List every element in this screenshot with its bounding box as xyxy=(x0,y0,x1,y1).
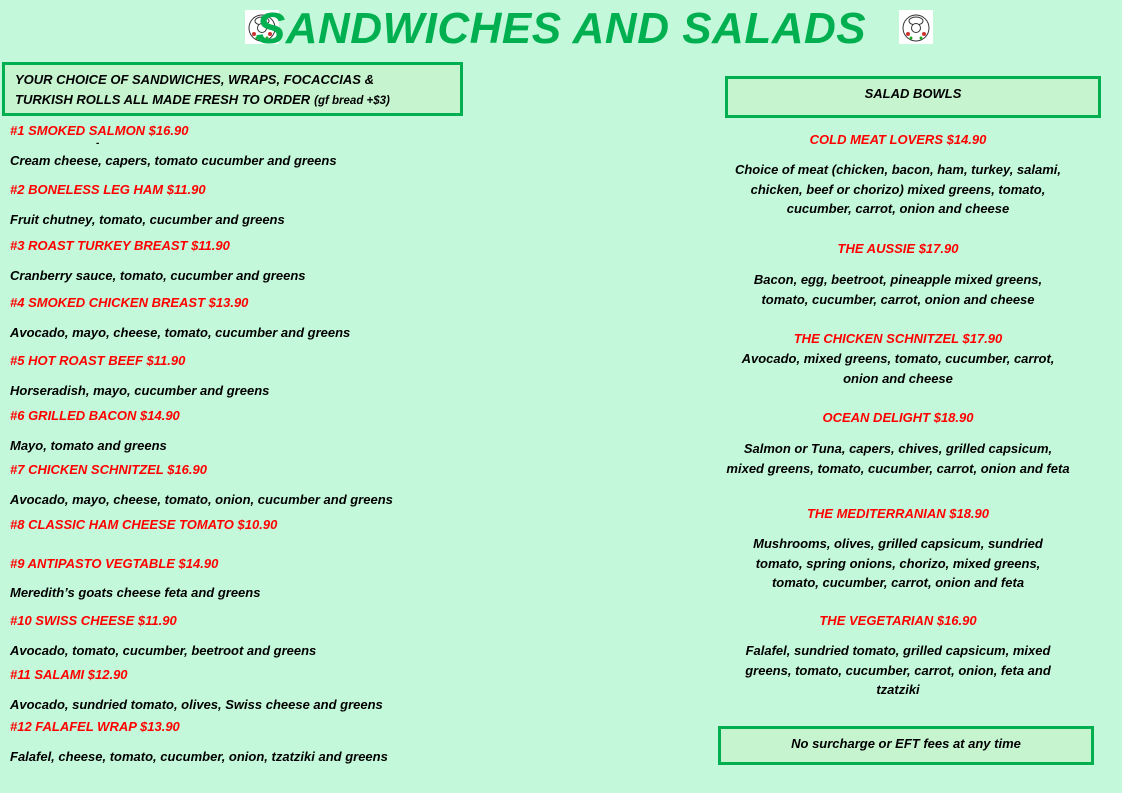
page-title: SANDWICHES AND SALADS xyxy=(255,4,867,53)
sandwich-7-title: #7 CHICKEN SCHNITZEL $16.90 xyxy=(10,462,207,477)
salad-2-title: THE AUSSIE $17.90 xyxy=(837,241,959,256)
sandwich-3-title: #3 ROAST TURKEY BREAST $11.90 xyxy=(10,238,230,253)
salad-5-title: THE MEDITERRANIAN $18.90 xyxy=(806,506,990,521)
sandwich-9-title: #9 ANTIPASTO VEGTABLE $14.90 xyxy=(10,556,219,571)
footer-note: No surcharge or EFT fees at any time xyxy=(791,736,1021,751)
salad-6-title: THE VEGETARIAN $16.90 xyxy=(819,613,977,628)
sandwich-11-title: #11 SALAMI $12.90 xyxy=(10,667,128,682)
salad-6-desc: Falafel, sundried tomato, grilled capsicum, mixed greens, tomato, cucumber, carrot, onion, feta and tzatziki xyxy=(745,643,1051,697)
sandwich-1-title: #1 SMOKED SALMON $16.90 xyxy=(10,123,189,138)
sandwich-2-desc: Fruit chutney, tomato, cucumber and greens xyxy=(10,212,285,227)
sandwich-4-title: #4 SMOKED CHICKEN BREAST $13.90 xyxy=(10,295,249,310)
salad-bowls-header: SALAD BOWLS xyxy=(864,86,962,101)
gf-bread-note: (gf bread +$3) xyxy=(314,95,390,107)
stray-dash: - xyxy=(96,138,100,149)
salad-3-title: THE CHICKEN SCHNITZEL $17.90 xyxy=(793,331,1003,346)
sandwich-8-title: #8 CLASSIC HAM CHEESE TOMATO $10.90 xyxy=(10,517,278,532)
footer-note-box xyxy=(718,726,1094,765)
logo-right xyxy=(899,10,933,44)
sandwich-12-desc: Falafel, cheese, tomato, cucumber, onion, tzatziki and greens xyxy=(10,749,388,764)
sandwich-1-desc: Cream cheese, capers, tomato cucumber and greens xyxy=(10,153,337,168)
sandwich-4-desc: Avocado, mayo, cheese, tomato, cucumber and greens xyxy=(10,325,351,340)
intro-line-1: YOUR CHOICE OF SANDWICHES, WRAPS, FOCACCIAS & xyxy=(15,72,374,87)
salad-bowls-header-box xyxy=(725,76,1101,118)
salad-3-desc: Avocado, mixed greens, tomato, cucumber, carrot, onion and cheese xyxy=(741,351,1055,386)
sandwich-5-title: #5 HOT ROAST BEEF $11.90 xyxy=(10,353,186,368)
sandwich-5-desc: Horseradish, mayo, cucumber and greens xyxy=(10,383,270,398)
intro-line-2 xyxy=(15,92,390,107)
chef-logo-icon xyxy=(899,10,933,44)
sandwich-10-desc: Avocado, tomato, cucumber, beetroot and greens xyxy=(10,643,317,658)
sandwich-3-desc: Cranberry sauce, tomato, cucumber and greens xyxy=(10,268,306,283)
salad-4-title: OCEAN DELIGHT $18.90 xyxy=(822,410,974,425)
sandwich-7-desc: Avocado, mayo, cheese, tomato, onion, cucumber and greens xyxy=(10,492,393,507)
sandwich-9-desc: Meredith’s goats cheese feta and greens xyxy=(10,585,261,600)
salad-1-desc: Choice of meat (chicken, bacon, ham, turkey, salami, chicken, beef or chorizo) mixed greens, tomato, cucumber, carrot, onion and cheese xyxy=(734,162,1062,216)
sandwich-11-desc: Avocado, sundried tomato, olives, Swiss cheese and greens xyxy=(10,697,383,712)
salad-5-desc: Mushrooms, olives, grilled capsicum, sundried tomato, spring onions, chorizo, mixed greens, tomato, cucumber, carrot, onion and feta xyxy=(753,536,1043,590)
sandwich-6-desc: Mayo, tomato and greens xyxy=(10,438,167,453)
sandwich-12-title: #12 FALAFEL WRAP $13.90 xyxy=(10,719,180,734)
salad-4-desc: Salmon or Tuna, capers, chives, grilled capsicum, mixed greens, tomato, cucumber, carrot, onion and feta xyxy=(726,441,1070,476)
salad-1-title: COLD MEAT LOVERS $14.90 xyxy=(809,132,987,147)
sandwich-2-title: #2 BONELESS LEG HAM $11.90 xyxy=(10,182,206,197)
sandwich-intro-box xyxy=(2,62,463,116)
sandwich-10-title: #10 SWISS CHEESE $11.90 xyxy=(10,613,177,628)
intro-line-2-text: TURKISH ROLLS ALL MADE FRESH TO ORDER xyxy=(15,92,311,107)
sandwich-6-title: #6 GRILLED BACON $14.90 xyxy=(10,408,180,423)
salad-2-desc: Bacon, egg, beetroot, pineapple mixed greens, tomato, cucumber, carrot, onion and cheese xyxy=(753,272,1043,307)
